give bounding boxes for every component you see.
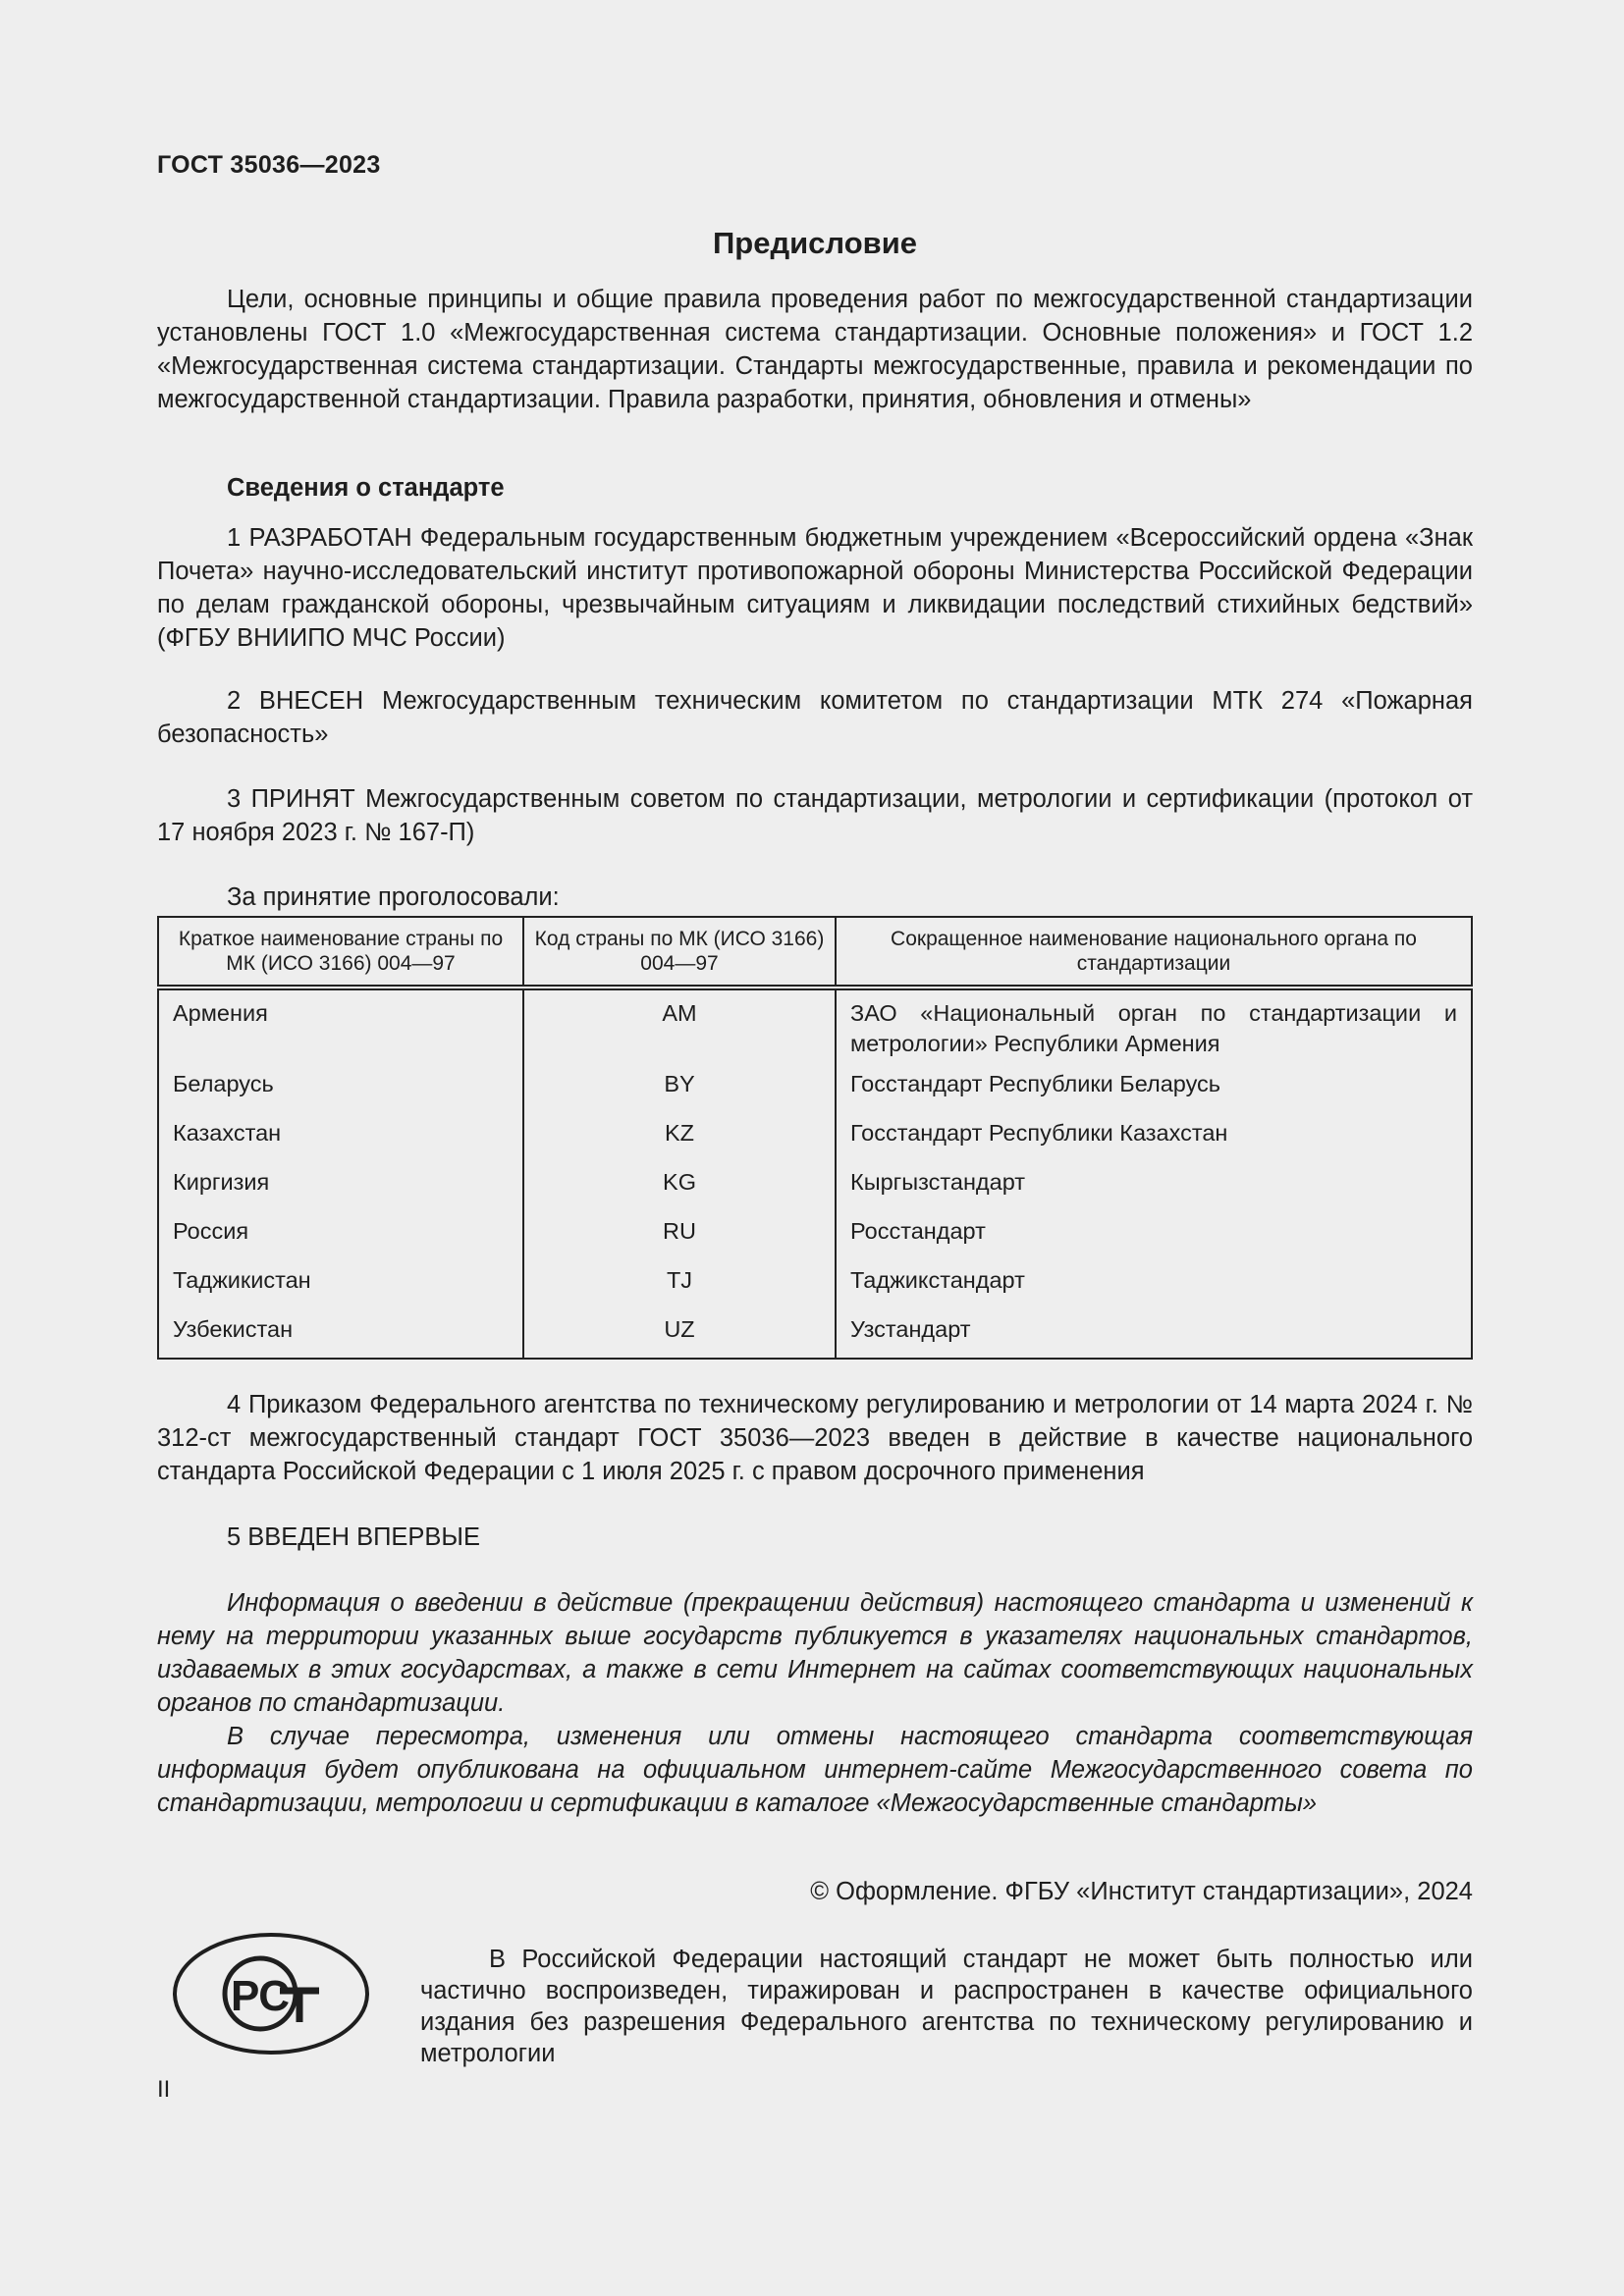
item-4-paragraph: 4 Приказом Федерального агентства по техническому регулированию и метрологии от 14 марта 2024 г. № 312-ст межгосударственный стандарт ГОСТ 35036—2023 введен в действие в качестве национального стандарта Российской Федерации с 1 июля 2025 г. с правом досрочного применения xyxy=(157,1391,1473,1485)
table-row xyxy=(158,1167,1472,1216)
table-row xyxy=(158,1265,1472,1314)
country-name: Киргизия xyxy=(158,1167,523,1216)
country-code: RU xyxy=(523,1216,836,1265)
country-name: Таджикистан xyxy=(158,1265,523,1314)
table-row xyxy=(158,1069,1472,1118)
voting-countries-table xyxy=(157,916,1473,1360)
notice-paragraph: В Российской Федерации настоящий стандарт не может быть полностью или частично воспроизведен, тиражирован и распространен в качестве официального издания без разрешения Федерального агентства по техническому регулированию и метрологии xyxy=(420,1946,1473,2067)
item-3-paragraph: 3 ПРИНЯТ Межгосударственным советом по стандартизации, метрологии и сертификации (протокол от 17 ноября 2023 г. № 167-П) xyxy=(157,785,1473,846)
vote-label: За принятие проголосовали: xyxy=(227,883,560,911)
info-paragraph-2: В случае пересмотра, изменения или отмены настоящего стандарта соответствующая информация будет опубликована на официальном интернет-сайте Межгосударственного совета по стандартизации, метрологии и сертификации в каталоге «Межгосударственные стандарты» xyxy=(157,1723,1473,1817)
country-code: UZ xyxy=(523,1314,836,1359)
country-name: Узбекистан xyxy=(158,1314,523,1359)
table-row xyxy=(158,1216,1472,1265)
country-name: Беларусь xyxy=(158,1069,523,1118)
intro-block xyxy=(157,283,1473,416)
national-body: Госстандарт Республики Беларусь xyxy=(836,1069,1472,1118)
item4-block xyxy=(157,1388,1473,1488)
national-body: Кыргызстандарт xyxy=(836,1167,1472,1216)
document-id: ГОСТ 35036—2023 xyxy=(157,151,381,179)
logo-lettering: РС xyxy=(230,1972,291,2020)
item3-block xyxy=(157,782,1473,849)
national-body: Таджикстандарт xyxy=(836,1265,1472,1314)
info-paragraph-1: Информация о введении в действие (прекращении действия) настоящего стандарта и изменений к нему на территории указанных выше государств публикуется в указателях национальных стандартов, издаваемых в этих государствах, а также в сети Интернет на сайтах соответствующих национальных органов по стандартизации. xyxy=(157,1589,1473,1717)
country-name: Армения xyxy=(158,988,523,1069)
header-national-body: Сокращенное наименование национального органа по стандартизации xyxy=(836,917,1472,988)
national-body: ЗАО «Национальный орган по стандартизации и метрологии» Республики Армения xyxy=(836,988,1472,1069)
table-row xyxy=(158,1314,1472,1359)
country-code: AM xyxy=(523,988,836,1069)
table-row xyxy=(158,988,1472,1069)
country-code: KG xyxy=(523,1167,836,1216)
copyright-line: © Оформление. ФГБУ «Институт стандартизации», 2024 xyxy=(810,1878,1473,1905)
country-code: TJ xyxy=(523,1265,836,1314)
item-5-paragraph: 5 ВВЕДЕН ВПЕРВЫЕ xyxy=(227,1523,481,1551)
table-row xyxy=(158,1118,1472,1167)
country-code: KZ xyxy=(523,1118,836,1167)
national-body: Росстандарт xyxy=(836,1216,1472,1265)
item5-block xyxy=(157,1521,1473,1554)
vote-block xyxy=(157,881,1473,914)
reproduction-notice xyxy=(420,1944,1473,2069)
country-code: BY xyxy=(523,1069,836,1118)
country-name: Россия xyxy=(158,1216,523,1265)
item-2-paragraph: 2 ВНЕСЕН Межгосударственным техническим комитетом по стандартизации МТК 274 «Пожарная безопасность» xyxy=(157,687,1473,748)
intro-paragraph: Цели, основные принципы и общие правила проведения работ по межгосударственной стандартизации установлены ГОСТ 1.0 «Межгосударственная система стандартизации. Основные положения» и ГОСТ 1.2 «Межгосударственная система стандартизации. Стандарты межгосударственные, правила и рекомендации по межгосударственной стандартизации. Правила разработки, принятия, обновления и отмены» xyxy=(157,286,1473,413)
header-country-code: Код страны по МК (ИСО 3166) 004—97 xyxy=(523,917,836,988)
page-title: Предисловие xyxy=(712,226,917,260)
item2-block xyxy=(157,684,1473,751)
page-number: II xyxy=(157,2076,171,2103)
item1-block xyxy=(157,521,1473,655)
national-body: Узстандарт xyxy=(836,1314,1472,1359)
table-header-row xyxy=(158,917,1472,988)
item-1-paragraph: 1 РАЗРАБОТАН Федеральным государственным бюджетным учреждением «Всероссийский ордена «Знак Почета» научно-исследовательский институт противопожарной обороны Министерства Российской Федерации по делам гражданской обороны, чрезвычайным ситуациям и ликвидации последствий стихийных бедствий» (ФГБУ ВНИИПО МЧС России) xyxy=(157,524,1473,652)
national-body: Госстандарт Республики Казахстан xyxy=(836,1118,1472,1167)
section-heading: Сведения о стандарте xyxy=(227,474,505,502)
rst-certification-mark-icon xyxy=(172,1932,370,2056)
country-name: Казахстан xyxy=(158,1118,523,1167)
header-country-name: Краткое наименование страны по МК (ИСО 3166) 004—97 xyxy=(158,917,523,988)
info-block xyxy=(157,1586,1473,1820)
section-block xyxy=(157,471,1473,505)
